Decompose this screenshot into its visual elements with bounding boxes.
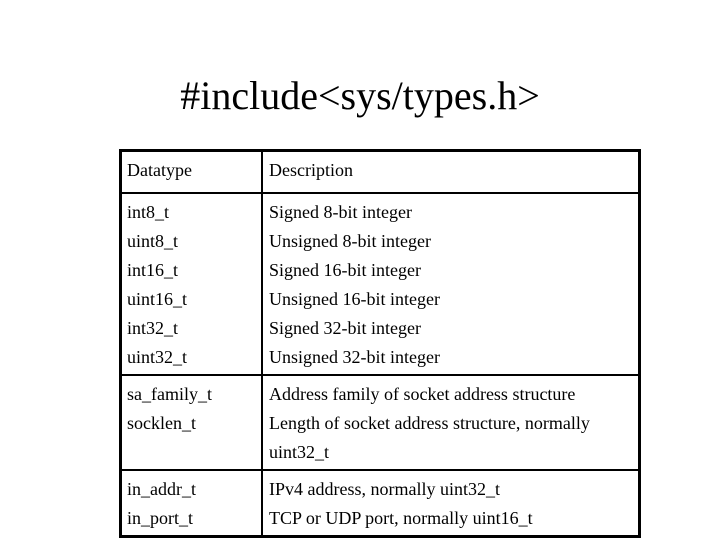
table-header-row (121, 151, 640, 194)
datatype-table (119, 149, 641, 538)
datatype-description: Signed 16-bit integer (269, 260, 421, 280)
datatype-name: uint16_t (127, 289, 188, 309)
description-header-label: Description (269, 160, 353, 180)
datatype-description: TCP or UDP port, normally uint16_t (269, 508, 533, 528)
datatype-name: sa_family_t (127, 384, 212, 404)
datatype-name: int32_t (127, 318, 179, 338)
datatype-description: Length of socket address structure, normally uint32_t (269, 413, 590, 462)
datatype-name: int16_t (127, 260, 179, 280)
slide-title: #include<sys/types.h> (180, 73, 540, 118)
datatype-cell (121, 470, 263, 537)
datatype-name: uint8_t (127, 231, 179, 251)
datatype-description: Unsigned 8-bit integer (269, 231, 431, 251)
datatype-name: uint32_t (127, 347, 188, 367)
datatype-description: Unsigned 32-bit integer (269, 347, 440, 367)
datatype-description: Unsigned 16-bit integer (269, 289, 440, 309)
datatype-name: in_port_t (127, 508, 193, 528)
description-column-header (262, 151, 640, 194)
datatype-description: IPv4 address, normally uint32_t (269, 479, 500, 499)
datatype-name: int8_t (127, 202, 170, 222)
datatype-description: Address family of socket address structure (269, 384, 576, 404)
datatype-cell (121, 193, 263, 375)
description-cell (262, 470, 640, 537)
description-cell (262, 193, 640, 375)
datatype-name: socklen_t (127, 413, 196, 433)
datatype-cell (121, 375, 263, 470)
table-row-address-types (121, 470, 640, 537)
datatype-description: Signed 32-bit integer (269, 318, 421, 338)
datatype-description: Signed 8-bit integer (269, 202, 412, 222)
datatype-column-header (121, 151, 263, 194)
description-cell (262, 375, 640, 470)
datatype-header-label: Datatype (127, 160, 192, 180)
table-row-integer-types (121, 193, 640, 375)
table-row-socket-types (121, 375, 640, 470)
datatype-name: in_addr_t (127, 479, 196, 499)
